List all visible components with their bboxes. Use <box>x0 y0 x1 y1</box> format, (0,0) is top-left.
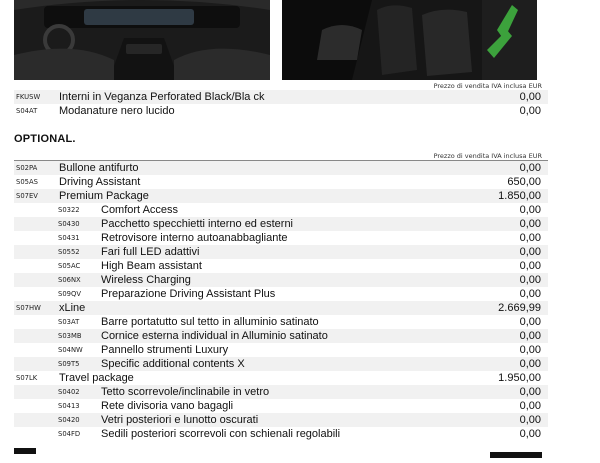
option-description: Tetto scorrevole/inclinabile in vetro <box>101 386 270 398</box>
cropped-total-value <box>490 452 542 458</box>
option-code: S06NX <box>58 276 81 284</box>
interior-seats-photo <box>282 0 537 80</box>
sub-option-row <box>14 245 548 259</box>
total-label-partial <box>14 445 54 457</box>
sub-option-row <box>14 315 548 329</box>
option-code: S07LK <box>16 374 38 382</box>
option-code: S0402 <box>58 388 80 396</box>
sub-option-row <box>14 231 548 245</box>
option-code: S05AS <box>16 178 38 186</box>
option-price: 1.850,00 <box>498 190 541 202</box>
option-code: S04NW <box>58 346 83 354</box>
sub-option-row <box>14 287 548 301</box>
optional-list <box>14 161 548 441</box>
option-row <box>14 161 548 175</box>
option-code: S0322 <box>58 206 80 214</box>
option-code: S09T5 <box>58 360 80 368</box>
option-description: Cornice esterna individual in Alluminio satinato <box>101 330 328 342</box>
option-price: 2.669,99 <box>498 302 541 314</box>
option-description: xLine <box>59 302 86 314</box>
sub-option-row <box>14 427 548 441</box>
option-description: Travel package <box>59 372 134 384</box>
option-code: S03MB <box>58 332 82 340</box>
option-code: S0413 <box>58 402 80 410</box>
option-code: S0552 <box>58 248 80 256</box>
sub-option-row <box>14 273 548 287</box>
sub-option-row <box>14 329 548 343</box>
option-code: S07EV <box>16 192 38 200</box>
cropped-total-text <box>14 448 54 454</box>
option-description: Driving Assistant <box>59 176 141 188</box>
interior-list <box>14 90 548 118</box>
option-price: 0,00 <box>519 414 541 426</box>
option-code: S09QV <box>58 290 81 298</box>
option-description: Preparazione Driving Assistant Plus <box>101 288 276 300</box>
option-code: S02PA <box>16 164 38 172</box>
option-description: Interni in Veganza Perforated Black/Bla ck <box>59 91 265 103</box>
option-price: 0,00 <box>519 386 541 398</box>
sub-option-row <box>14 203 548 217</box>
sub-option-row <box>14 343 548 357</box>
option-row <box>14 175 548 189</box>
sub-option-row <box>14 385 548 399</box>
interior-dashboard-photo <box>14 0 270 80</box>
option-description: Pannello strumenti Luxury <box>101 344 229 356</box>
option-price: 0,00 <box>519 330 541 342</box>
option-code: S04FD <box>58 430 81 438</box>
price-note-optional: Prezzo di vendita IVA inclusa EUR <box>433 152 542 160</box>
option-description: Wireless Charging <box>101 274 191 286</box>
option-price: 0,00 <box>519 218 541 230</box>
option-price: 0,00 <box>519 105 541 117</box>
sub-option-row <box>14 413 548 427</box>
option-price: 1.950,00 <box>498 372 541 384</box>
option-price: 650,00 <box>507 176 541 188</box>
option-price: 0,00 <box>519 232 541 244</box>
option-code: S0430 <box>58 220 80 228</box>
option-description: Rete divisoria vano bagagli <box>101 400 234 412</box>
option-description: Premium Package <box>59 190 149 202</box>
option-description: Specific additional contents X <box>101 358 245 370</box>
option-description: Pacchetto specchietti interno ed esterni <box>101 218 294 230</box>
option-price: 0,00 <box>519 316 541 328</box>
option-code: S0431 <box>58 234 80 242</box>
option-code: S07HW <box>16 304 41 312</box>
sub-option-row <box>14 259 548 273</box>
option-description: Sedili posteriori scorrevoli con schienali regolabili <box>101 428 341 440</box>
total-value-partial <box>490 445 542 463</box>
section-title: OPTIONAL. <box>14 133 76 145</box>
option-price: 0,00 <box>519 246 541 258</box>
option-price: 0,00 <box>519 400 541 412</box>
option-code: FKUSW <box>16 93 41 101</box>
option-price: 0,00 <box>519 162 541 174</box>
option-description: Comfort Access <box>101 204 179 216</box>
sub-option-row <box>14 217 548 231</box>
option-description: Bullone antifurto <box>59 162 139 174</box>
option-row <box>14 301 548 315</box>
seats-image <box>282 0 537 80</box>
option-price: 0,00 <box>519 344 541 356</box>
option-price: 0,00 <box>519 358 541 370</box>
option-price: 0,00 <box>519 91 541 103</box>
option-code: S0420 <box>58 416 80 424</box>
sub-option-row <box>14 399 548 413</box>
option-description: High Beam assistant <box>101 260 202 272</box>
dashboard-image <box>14 0 270 80</box>
option-price: 0,00 <box>519 428 541 440</box>
option-row <box>14 371 548 385</box>
option-description: Fari full LED adattivi <box>101 246 200 258</box>
option-description: Modanature nero lucido <box>59 105 175 117</box>
option-code: S05AC <box>58 262 81 270</box>
option-price: 0,00 <box>519 260 541 272</box>
sub-option-row <box>14 357 548 371</box>
option-price: 0,00 <box>519 274 541 286</box>
option-price: 0,00 <box>519 204 541 216</box>
list-item <box>14 90 548 104</box>
list-item <box>14 104 548 118</box>
option-description: Barre portatutto sul tetto in alluminio satinato <box>101 316 319 328</box>
option-description: Vetri posteriori e lunotto oscurati <box>101 414 259 426</box>
option-code: S04AT <box>16 107 38 115</box>
option-code: S03AT <box>58 318 80 326</box>
price-note-interior: Prezzo di vendita IVA inclusa EUR <box>433 82 542 90</box>
option-description: Retrovisore interno autoanabbagliante <box>101 232 288 244</box>
option-row <box>14 189 548 203</box>
option-price: 0,00 <box>519 288 541 300</box>
